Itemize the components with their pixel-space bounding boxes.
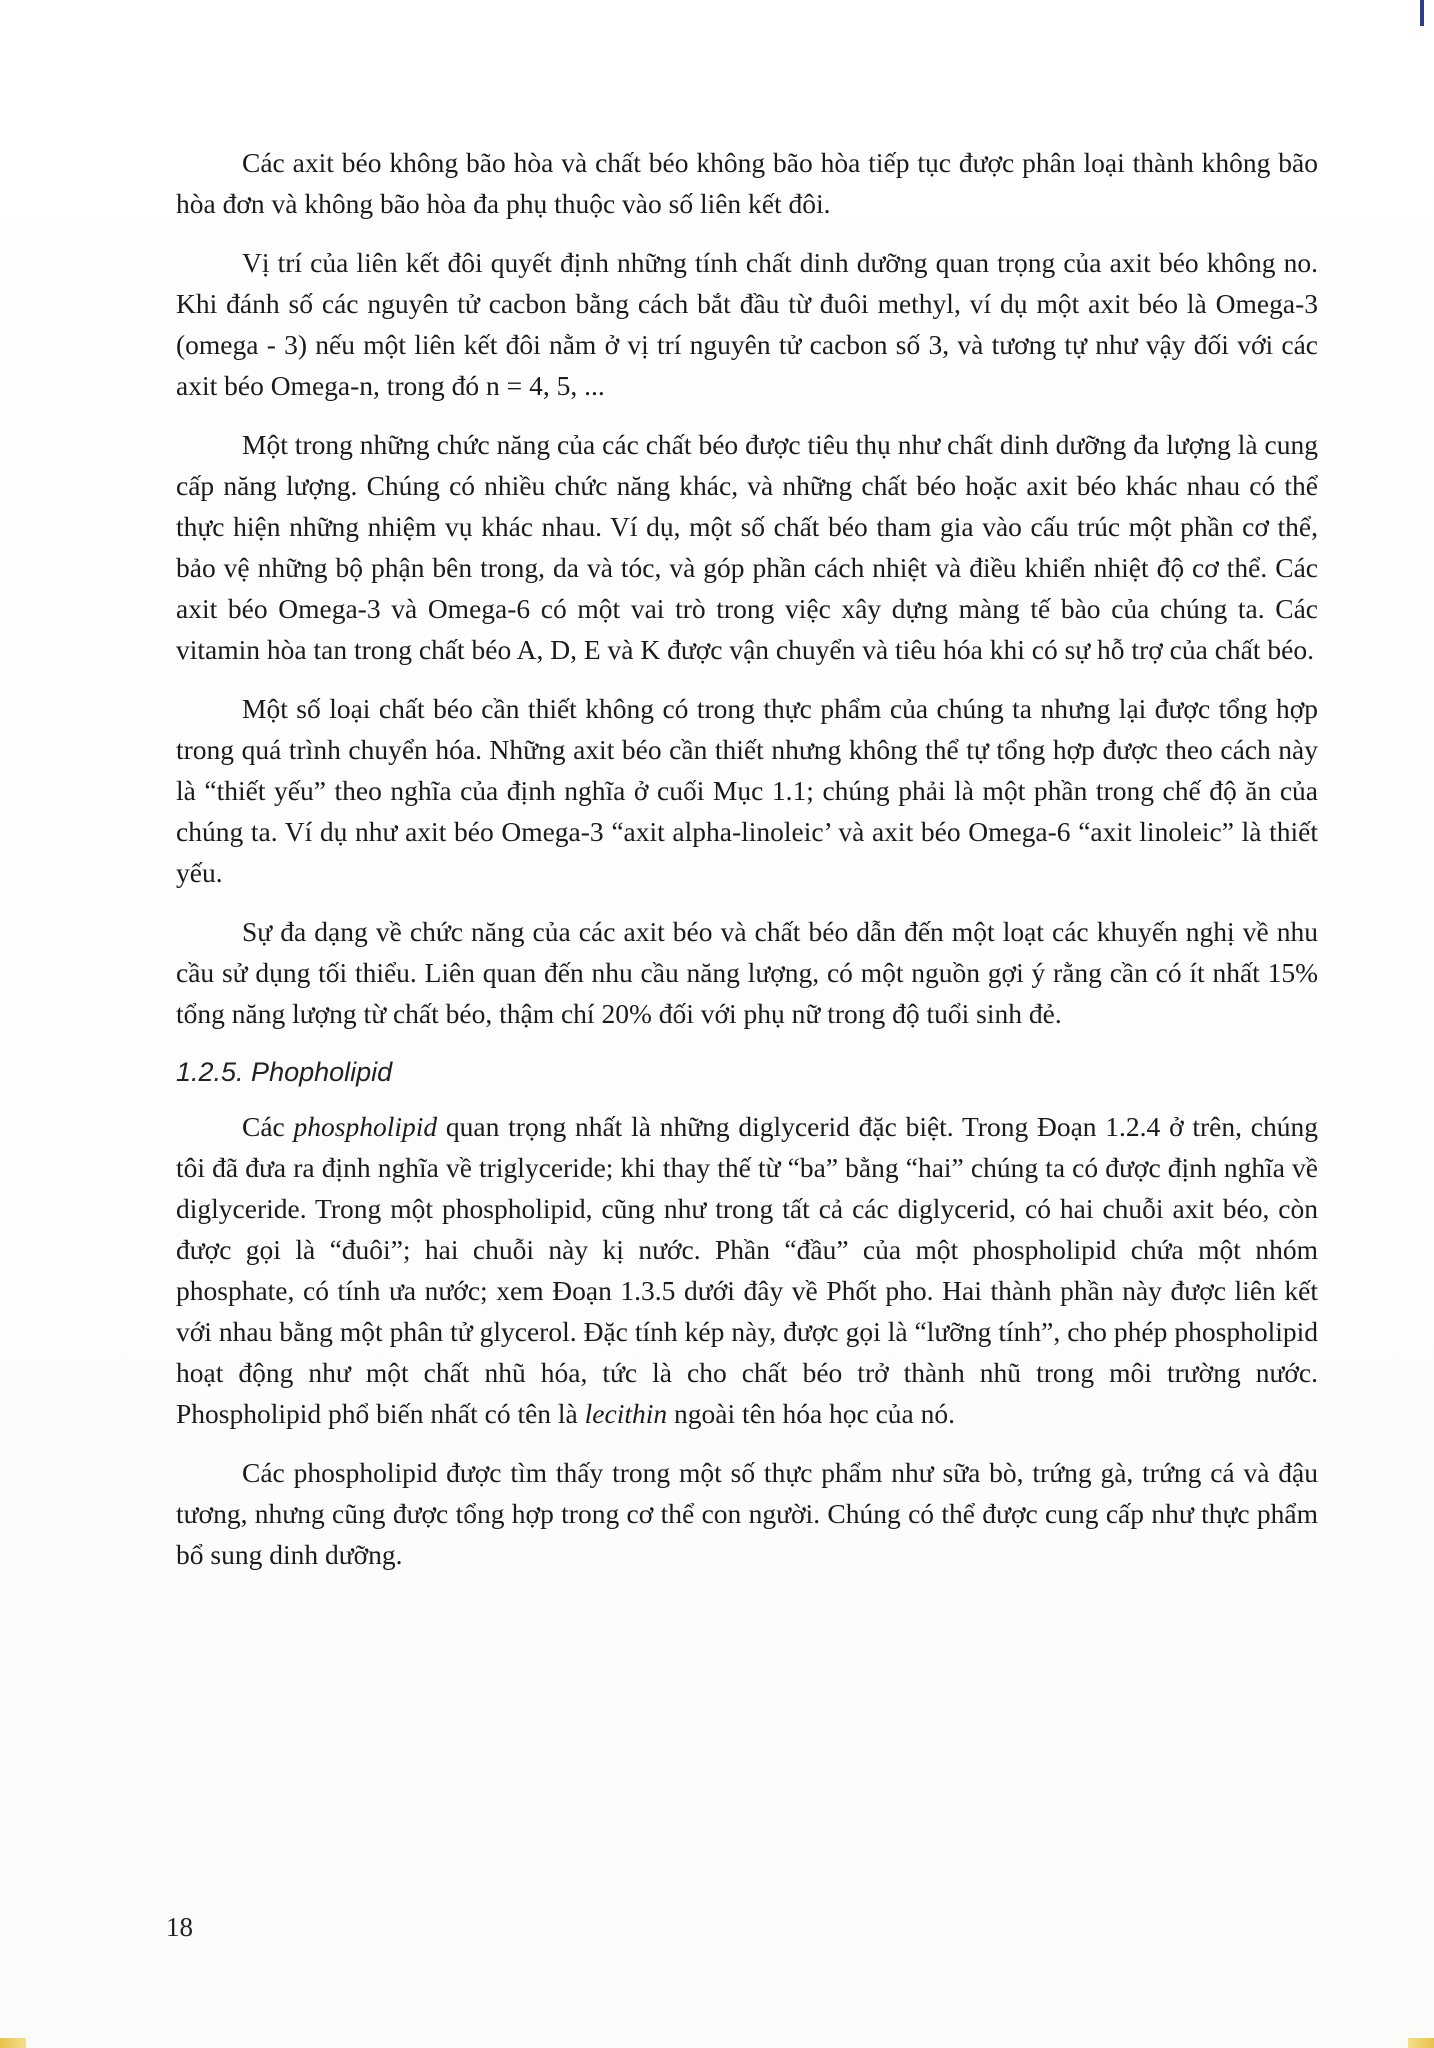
page-body bbox=[176, 142, 1318, 1593]
paragraph-phospholipid-sources: Các phospholipid được tìm thấy trong một số thực phẩm như sữa bò, trứng gà, trứng cá và đậu tương, nhưng cũng được tổng hợp trong cơ thể con người. Chúng có thể được cung cấp như thực phẩm bổ sung dinh dưỡng. bbox=[176, 1457, 1318, 1570]
scan-edge-mark bbox=[1420, 0, 1424, 26]
page-number: 18 bbox=[166, 1912, 193, 1942]
scan-corner-mark-right bbox=[1408, 2038, 1434, 2048]
paragraph-minimum-intake: Sự đa dạng về chức năng của các axit béo và chất béo dẫn đến một loạt các khuyến nghị về nhu cầu sử dụng tối thiểu. Liên quan đến nhu cầu năng lượng, có một nguồn gợi ý rằng cần có ít nhất 15% tổng năng lượng từ chất béo, thậm chí 20% đối với phụ nữ trong độ tuổi sinh đẻ. bbox=[176, 916, 1318, 1029]
paragraph-phospholipid-definition bbox=[176, 1106, 1318, 1434]
paragraph-double-bond-position: Vị trí của liên kết đôi quyết định những tính chất dinh dưỡng quan trọng của axit béo không no. Khi đánh số các nguyên tử cacbon bằng cách bắt đầu từ đuôi methyl, ví dụ một axit béo là Omega-3 (omega - 3) nếu một liên kết đôi nằm ở vị trí nguyên tử cacbon số 3, và tương tự như vậy đối với các axit béo Omega-n, trong đó n = 4, 5, ... bbox=[176, 247, 1318, 401]
paragraph-fat-functions: Một trong những chức năng của các chất béo được tiêu thụ như chất dinh dưỡng đa lượng là cung cấp năng lượng. Chúng có nhiều chức năng khác, và những chất béo hoặc axit béo khác nhau có thể thực hiện những nhiệm vụ khác nhau. Ví dụ, một số chất béo tham gia vào cấu trúc một phần cơ thể, bảo vệ những bộ phận bên trong, da và tóc, và góp phần cách nhiệt và điều khiển nhiệt độ cơ thể. Các axit béo Omega-3 và Omega-6 có một vai trò trong việc xây dựng màng tế bào của chúng ta. Các vitamin hòa tan trong chất béo A, D, E và K được vận chuyển và tiêu hóa khi có sự hỗ trợ của chất béo. bbox=[176, 429, 1318, 665]
paragraph-unsaturated-classification: Các axit béo không bão hòa và chất béo không bão hòa tiếp tục được phân loại thành không bão hòa đơn và không bão hòa đa phụ thuộc vào số liên kết đôi. bbox=[176, 147, 1318, 219]
phospholipid-term: phospholipid bbox=[293, 1111, 438, 1142]
lecithin-term: lecithin bbox=[584, 1398, 668, 1429]
scan-corner-mark-left bbox=[0, 2038, 26, 2048]
phospholipid-middle: quan trọng nhất là những diglycerid đặc biệt. Trong Đoạn 1.2.4 ở trên, chúng tôi đã đưa ra định nghĩa về triglyceride; khi thay thế từ “ba” bằng “hai” chúng ta có được định nghĩa về diglyceride. Trong một phospholipid, cũng như trong tất cả các diglycerid, có hai chuỗi axit béo, còn được gọi là “đuôi”; hai chuỗi này kị nước. Phần “đầu” của một phospholipid chứa một nhóm phosphate, có tính ưa nước; xem Đoạn 1.3.5 dưới đây về Phốt pho. Hai thành phần này được liên kết với nhau bằng một phân tử glycerol. Đặc tính kép này, được gọi là “lưỡng tính”, cho phép phospholipid hoạt động như một chất nhũ hóa, tức là cho chất béo trở thành nhũ trong môi trường nước. Phospholipid phổ biến nhất có tên là bbox=[176, 1111, 1318, 1429]
phospholipid-tail: ngoài tên hóa học của nó. bbox=[667, 1398, 956, 1429]
section-heading: 1.2.5. Phopholipid bbox=[176, 1057, 393, 1087]
paragraph-essential-fatty-acids: Một số loại chất béo cần thiết không có trong thực phẩm của chúng ta nhưng lại được tổng hợp trong quá trình chuyển hóa. Những axit béo cần thiết nhưng không thể tự tổng hợp được theo cách này là “thiết yếu” theo nghĩa của định nghĩa ở cuối Mục 1.1; chúng phải là một phần trong chế độ ăn của chúng ta. Ví dụ như axit béo Omega-3 “axit alpha-linoleic’ và axit béo Omega-6 “axit linoleic” là thiết yếu. bbox=[176, 693, 1318, 888]
phospholipid-lead: Các bbox=[242, 1111, 294, 1142]
